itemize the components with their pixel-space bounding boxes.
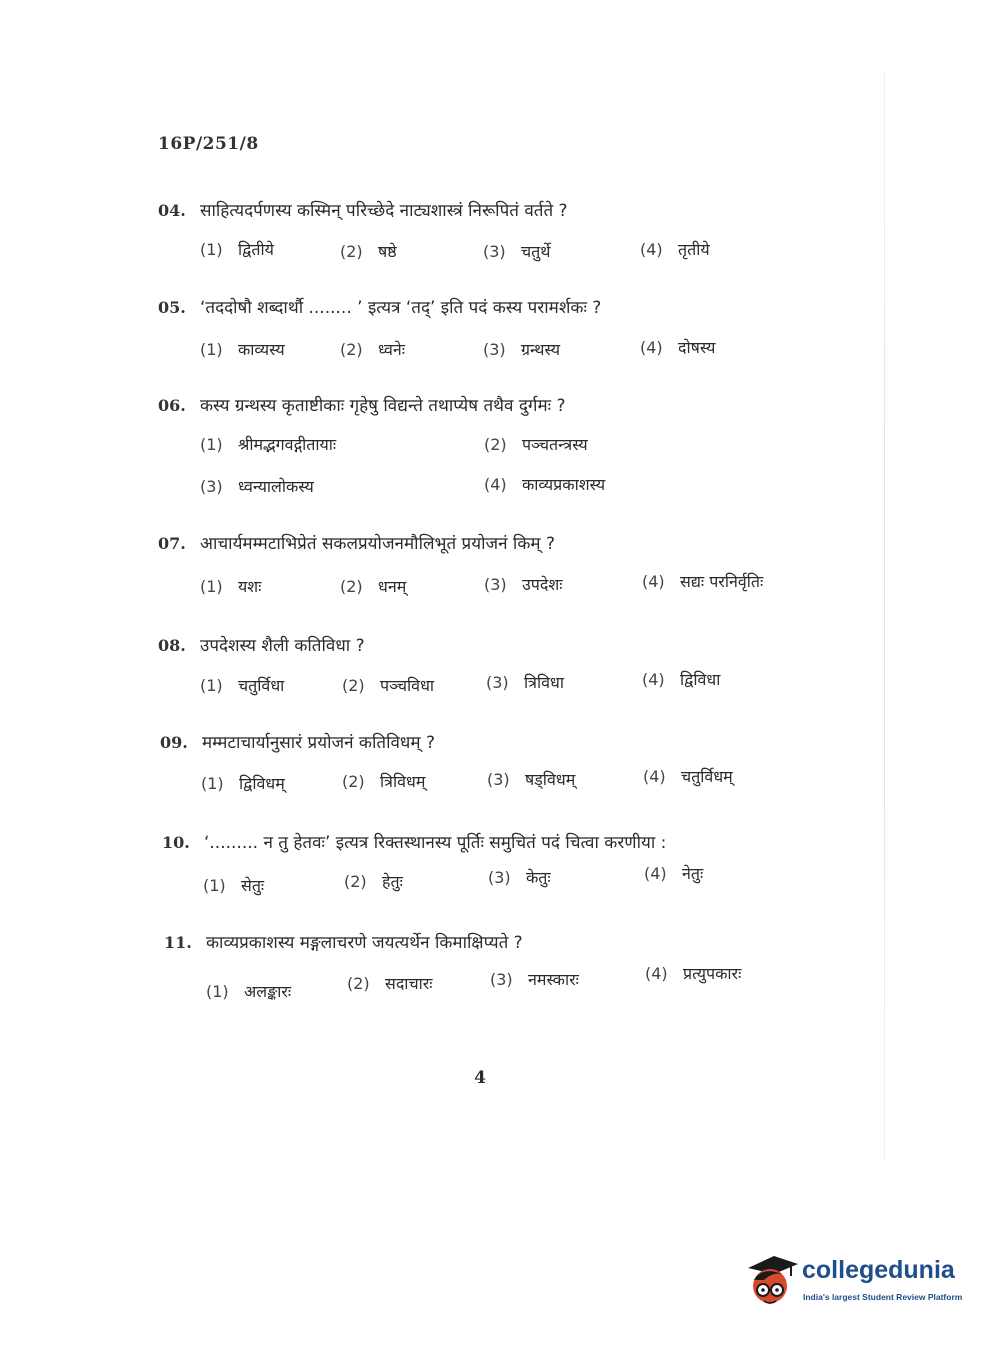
option-2: (2) ध्वनेः [340,340,406,359]
question-number: 08. [158,636,186,655]
question-number: 07. [158,534,186,553]
option-1: (1) द्विविधम् [201,774,285,793]
logo-wordmark: collegedunia [802,1256,955,1284]
question-stem [158,295,601,318]
option-1: (1) सेतुः [203,876,265,895]
question-text: ‘तददोषौ शब्दार्थौ ........ ’ इत्यत्र ‘तद्’ इति पदं कस्य परामर्शकः ? [200,298,602,318]
option-1: (1) श्रीमद्भगवद्गीतायाः [200,435,337,454]
question-text: कस्य ग्रन्थस्य कृताष्टीकाः गृहेषु विद्यन्ते तथाप्येष तथैव दुर्गमः ? [200,396,566,416]
question-text: आचार्यमम्मटाभिप्रेतं सकलप्रयोजनमौलिभूतं प्रयोजनं किम् ? [200,534,555,554]
question-number: 09. [160,733,188,752]
logo-tagline: India's largest Student Review Platform [803,1292,963,1302]
question-stem [160,730,435,753]
option-4: (4) तृतीये [640,240,710,259]
question-number: 06. [158,396,186,415]
question-stem [158,531,555,554]
option-4: (4) द्विविधा [642,670,721,689]
question-stem [158,633,365,656]
question-text: उपदेशस्य शैली कतिविधा ? [200,636,365,656]
question-stem [162,830,666,853]
option-1: (1) यशः [200,577,262,596]
option-3: (3) चतुर्थे [483,242,551,261]
option-2: (2) सदाचारः [347,974,433,993]
question-text: ‘......... न तु हेतवः’ इत्यत्र रिक्तस्थानस्य पूर्तिः समुचितं पदं चित्वा करणीया : [204,833,667,853]
question-stem [158,198,568,221]
option-4: (4) दोषस्य [640,338,716,357]
paper-code: 16P/251/8 [158,134,259,154]
option-4: (4) चतुर्विधम् [643,767,733,786]
option-4: (4) नेतुः [644,864,704,883]
option-3: (3) ध्वन्यालोकस्य [200,477,314,496]
page-number: 4 [474,1068,486,1088]
option-3: (3) षड्विधम् [487,770,576,789]
scan-edge-line [884,70,885,1160]
question-stem [164,930,523,953]
question-number: 04. [158,201,186,220]
option-4: (4) प्रत्युपकारः [645,964,742,983]
option-1: (1) चतुर्विधा [200,676,285,695]
question-stem [158,393,566,416]
option-4: (4) सद्यः परनिर्वृतिः [642,572,764,591]
question-text: काव्यप्रकाशस्य मङ्गलाचरणे जयत्यर्थेन किमाक्षिप्यते ? [206,933,523,953]
option-3: (3) उपदेशः [484,575,563,594]
question-text: मम्मटाचार्यानुसारं प्रयोजनं कतिविधम् ? [202,733,435,753]
option-3: (3) त्रिविधा [486,673,565,692]
question-number: 11. [164,933,192,952]
student-mascot-icon [742,1250,800,1312]
option-2: (2) पञ्चतन्त्रस्य [484,435,588,454]
option-2: (2) धनम् [340,577,407,596]
question-text: साहित्यदर्पणस्य कस्मिन् परिच्छेदे नाट्यशास्त्रं निरूपितं वर्तते ? [200,201,568,221]
option-2: (2) त्रिविधम् [342,772,426,791]
option-1: (1) काव्यस्य [200,340,285,359]
option-3: (3) ग्रन्थस्य [483,340,561,359]
question-number: 05. [158,298,186,317]
option-1: (1) द्वितीये [200,240,274,259]
option-3: (3) नमस्कारः [490,970,579,989]
option-2: (2) हेतुः [344,872,403,891]
question-number: 10. [162,833,190,852]
option-4: (4) काव्यप्रकाशस्य [484,475,606,494]
option-2: (2) षष्ठे [340,242,397,261]
collegedunia-logo [742,1250,972,1322]
option-1: (1) अलङ्कारः [206,982,292,1001]
option-3: (3) केतुः [488,868,551,887]
option-2: (2) पञ्चविधा [342,676,435,695]
